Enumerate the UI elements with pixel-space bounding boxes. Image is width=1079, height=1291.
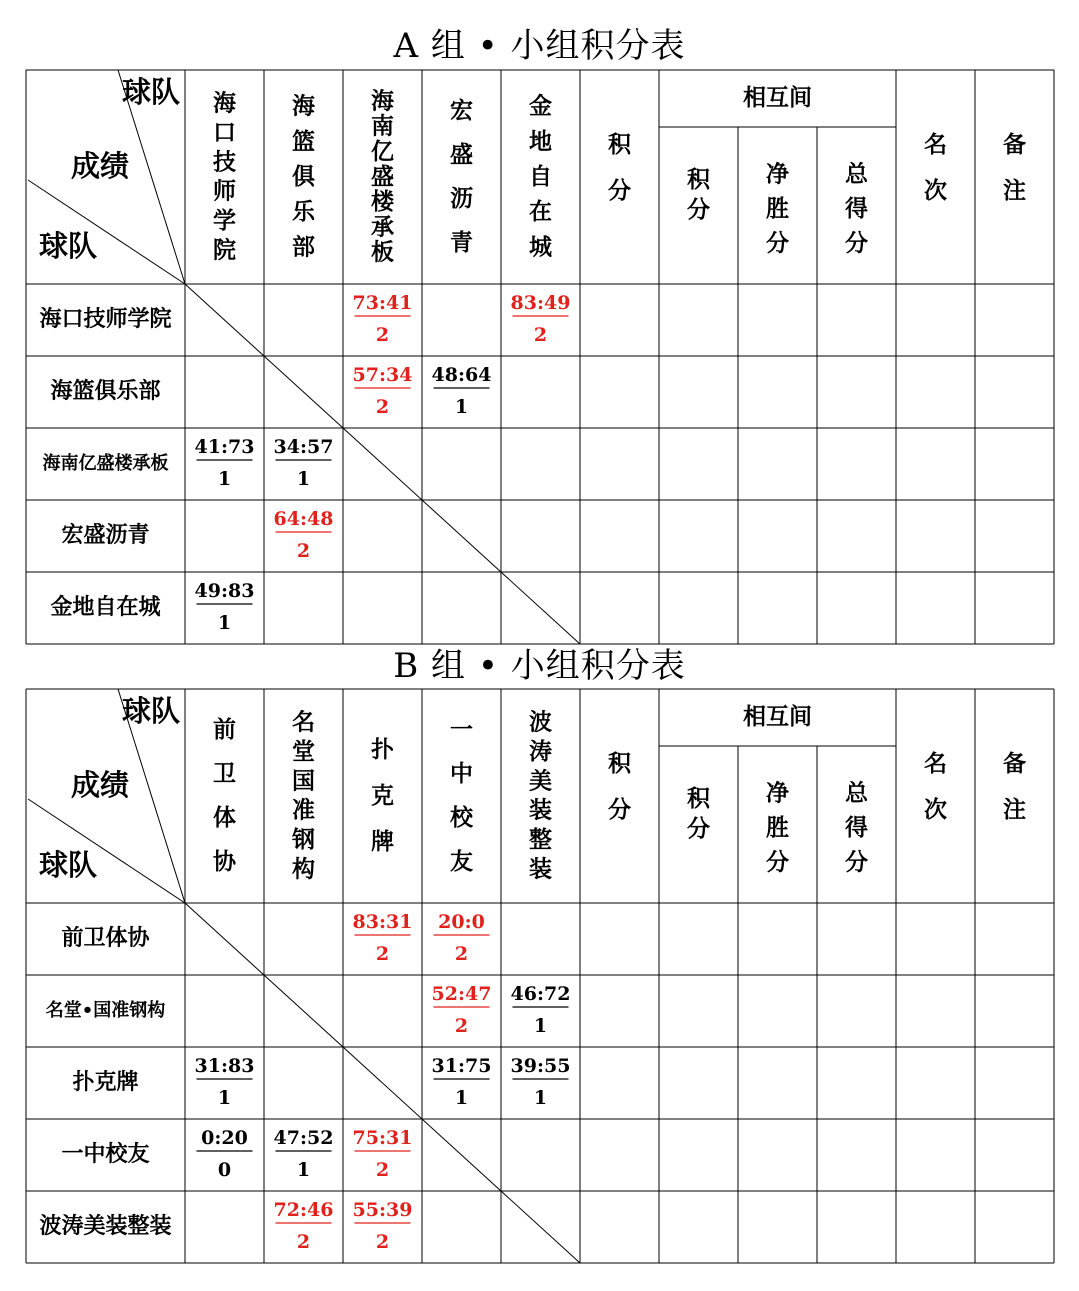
group-a-match-points: 1 [296,468,311,490]
header-char: 体 [213,804,236,831]
group-b-note-header [1003,750,1026,823]
group-b-match-score: 55:39 [352,1199,413,1221]
group-b-row-label-1: 前卫体协 [61,925,150,951]
header-char: 积 [608,131,631,158]
header-char: 备 [1003,131,1026,158]
group-b-mutual-points-header [687,785,711,842]
header-char: 前 [213,716,236,743]
group-b-corner-team-left: 球队 [38,848,98,882]
header-char: 注 [1003,177,1026,204]
header-char: 净 [766,160,789,188]
header-char: 得 [845,814,868,841]
header-char: 净 [766,779,789,807]
header-char: 部 [292,233,315,261]
header-char: 板 [371,238,394,266]
group-b-match-score: 75:31 [352,1127,413,1149]
header-char: 一 [450,716,473,743]
group-b-col-header-3 [371,736,394,855]
group-a-match-score: 83:49 [510,292,571,314]
group-b-col-header-5 [529,709,552,883]
group-a-match-points: 1 [454,396,469,418]
group-b-match-score: 0:20 [201,1127,248,1149]
group-a-corner-team-left: 球队 [38,229,98,263]
group-a-col-header-3 [371,88,395,266]
header-char: 盛 [371,163,394,190]
header-char: 亿 [371,137,394,165]
group-b-match-points: 1 [533,1015,548,1037]
header-char: 城 [529,233,552,261]
group-b-points-header [608,750,632,823]
header-char: 青 [450,229,473,256]
group-a-col-header-4 [450,97,473,256]
group-a-match-score: 73:41 [352,292,413,314]
group-a-row-label-2: 海篮俱乐部 [50,378,161,404]
group-a-mutual-points-header [687,166,711,223]
group-b-match-points: 1 [217,1087,232,1109]
group-a-match-score: 34:57 [273,436,334,458]
header-char: 中 [450,760,473,787]
header-char: 篮 [292,127,315,155]
group-a-row-label-5: 金地自在城 [50,594,161,620]
header-char: 盛 [450,141,473,168]
group-a-title: A 组 • 小组积分表 [393,26,686,66]
header-char: 总 [845,160,868,188]
header-char: 分 [845,229,868,257]
group-b-corner-team-top: 球队 [121,694,181,728]
group-b-match-points: 0 [217,1159,232,1181]
group-a-row-label-3: 海南亿盛楼承板 [42,453,169,474]
group-a-corner-team-top: 球队 [121,75,181,109]
header-char: 校 [450,804,473,831]
header-char: 准 [292,796,315,824]
header-char: 名 [924,750,947,777]
header-char: 金 [529,92,552,120]
group-a-match-points: 2 [533,324,548,346]
group-a-points-header [608,131,632,204]
header-char: 分 [766,848,789,876]
group-a-col-header-1 [213,90,237,264]
group-b-match-score: 20:0 [438,911,485,933]
header-char: 构 [292,855,315,883]
group-a-mutual-net-header [766,160,789,256]
header-char: 钢 [292,826,315,853]
group-b-match-score: 52:47 [431,983,492,1005]
header-char: 牌 [371,828,394,855]
header-char: 分 [687,196,710,223]
header-char: 友 [450,848,473,875]
group-b-match-points: 1 [533,1087,548,1109]
group-b-mutual-total-header [845,779,869,875]
header-char: 波 [529,708,552,736]
group-b-match-score: 46:72 [510,983,571,1005]
header-char: 分 [687,815,710,842]
group-b-rank-header [924,750,947,823]
header-char: 装 [529,796,552,824]
group-a-row-label-4: 宏盛沥青 [61,522,150,548]
group-b-match-points: 1 [296,1159,311,1181]
header-char: 海 [292,92,315,120]
group-b-row-label-4: 一中校友 [61,1141,150,1167]
header-char: 宏 [450,97,473,124]
header-char: 涛 [529,738,552,765]
header-char: 积 [687,166,710,193]
header-char: 自 [529,163,552,190]
header-char: 美 [529,767,552,795]
group-b-col-header-1 [213,716,237,875]
group-b-match-points: 2 [375,943,390,965]
header-char: 海 [213,89,236,117]
header-char: 得 [845,195,868,222]
group-b-match-score: 31:83 [194,1055,255,1077]
header-char: 院 [213,236,236,264]
group-b-match-points: 2 [454,943,469,965]
header-char: 装 [529,855,552,883]
group-b-match-points: 1 [454,1087,469,1109]
group-b-corner-score: 成绩 [70,768,130,802]
header-char: 积 [687,785,710,812]
group-a-match-points: 1 [217,612,232,634]
group-a-match-score: 57:34 [352,364,413,386]
group-b-row-label-5: 波涛美装整装 [39,1213,172,1239]
group-a-mutual-header: 相互间 [743,84,812,111]
header-char: 乐 [292,198,315,226]
group-a-row-label-1: 海口技师学院 [39,306,172,332]
header-char: 俱 [292,163,315,190]
group-b-match-score: 72:46 [273,1199,334,1221]
header-char: 协 [213,848,236,875]
group-a-col-header-5 [529,93,552,261]
group-b-match-score: 31:75 [431,1055,492,1077]
header-char: 胜 [766,195,789,222]
group-b-row-label-3: 扑克牌 [72,1069,139,1095]
header-char: 分 [766,229,789,257]
header-char: 分 [608,796,631,823]
header-char: 积 [608,750,631,777]
group-a-match-score: 64:48 [273,508,334,530]
group-a-col-header-2 [292,93,316,261]
group-a-corner-score: 成绩 [70,149,130,183]
header-char: 沥 [450,185,473,212]
group-b-match-score: 39:55 [510,1055,571,1077]
header-char: 师 [213,177,236,205]
header-char: 在 [529,198,552,226]
group-b-col-header-2 [292,709,315,883]
header-char: 胜 [766,814,789,841]
header-char: 卫 [213,760,236,787]
header-char: 次 [924,177,947,204]
group-a-match-points: 2 [375,396,390,418]
header-char: 承 [371,213,394,241]
header-char: 次 [924,796,947,823]
header-char: 学 [213,207,236,234]
header-char: 堂 [292,738,315,765]
header-char: 南 [371,112,394,140]
group-b-col-header-4 [450,716,474,875]
group-b-row-label-2: 名堂•国准钢构 [45,1000,166,1021]
group-b-match-points: 2 [296,1231,311,1253]
header-char: 海 [371,87,394,115]
header-char: 口 [213,119,236,146]
group-a-match-points: 2 [375,324,390,346]
group-a-match-points: 2 [296,540,311,562]
group-b-mutual-header: 相互间 [743,703,812,730]
header-char: 扑 [371,736,394,763]
header-char: 技 [213,148,236,176]
header-char: 名 [924,131,947,158]
group-b-match-points: 2 [454,1015,469,1037]
header-char: 克 [371,782,394,809]
group-a-match-score: 48:64 [431,364,492,386]
header-char: 分 [845,848,868,876]
group-b-match-points: 2 [375,1231,390,1253]
group-b-title: B 组 • 小组积分表 [393,646,686,686]
group-a-match-score: 41:73 [194,436,255,458]
header-char: 整 [529,826,552,853]
header-char: 注 [1003,796,1026,823]
header-char: 国 [292,767,315,795]
group-b-match-score: 47:52 [273,1127,334,1149]
header-char: 名 [292,708,315,736]
header-char: 备 [1003,750,1026,777]
header-char: 楼 [371,188,394,216]
group-b-mutual-net-header [766,779,789,875]
group-a-match-score: 49:83 [194,580,255,602]
header-char: 地 [529,127,552,155]
group-a-rank-header [924,131,947,204]
group-b-match-score: 83:31 [352,911,413,933]
header-char: 分 [608,177,631,204]
group-a-note-header [1003,131,1026,204]
group-a-match-points: 1 [217,468,232,490]
header-char: 总 [845,779,868,807]
group-b-match-points: 2 [375,1159,390,1181]
group-a-mutual-total-header [845,160,869,256]
